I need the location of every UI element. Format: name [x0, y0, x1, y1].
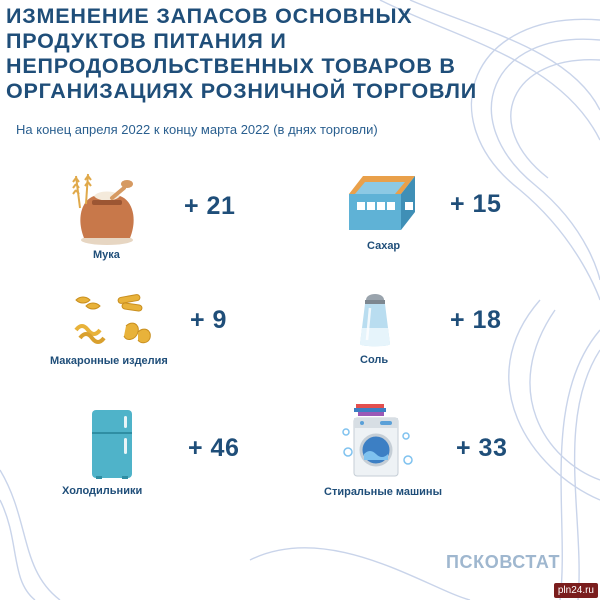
pasta-icon: [72, 294, 158, 346]
refrigerator-icon: [88, 408, 136, 480]
item-label-sugar: Сахар: [367, 240, 401, 252]
title-line: ИЗМЕНЕНИЕ ЗАПАСОВ ОСНОВНЫХ: [6, 4, 413, 28]
item-value-salt: + 18: [450, 306, 502, 334]
item-value-pasta: + 9: [190, 306, 227, 334]
item-value-washer: + 33: [456, 434, 508, 462]
item-value-flour: + 21: [184, 192, 236, 220]
brand-logo-text: ПСКОВСТАТ: [446, 552, 561, 572]
flour-sack-icon: [72, 168, 142, 248]
subtitle: На конец апреля 2022 к концу марта 2022 (в днях торговли): [16, 122, 378, 137]
item-value-sugar: + 15: [450, 190, 502, 218]
title-line: ОРГАНИЗАЦИЯХ РОЗНИЧНОЙ ТОРГОВЛИ: [6, 79, 477, 103]
item-label-pasta: Макаронные изделия: [50, 355, 168, 367]
item-label-fridge: Холодильники: [62, 485, 143, 497]
item-label-flour: Мука: [93, 249, 120, 261]
watermark: pln24.ru: [554, 583, 598, 598]
item-label-washer: Стиральные машины: [324, 486, 442, 498]
washing-machine-icon: [340, 402, 414, 480]
item-value-fridge: + 46: [188, 434, 240, 462]
sugar-box-icon: [343, 172, 421, 234]
title-line: ПРОДУКТОВ ПИТАНИЯ И: [6, 29, 287, 53]
page-title: [6, 4, 476, 104]
salt-shaker-icon: [358, 290, 392, 348]
title-line: НЕПРОДОВОЛЬСТВЕННЫХ ТОВАРОВ В: [6, 54, 456, 78]
item-label-salt: Соль: [360, 354, 389, 366]
